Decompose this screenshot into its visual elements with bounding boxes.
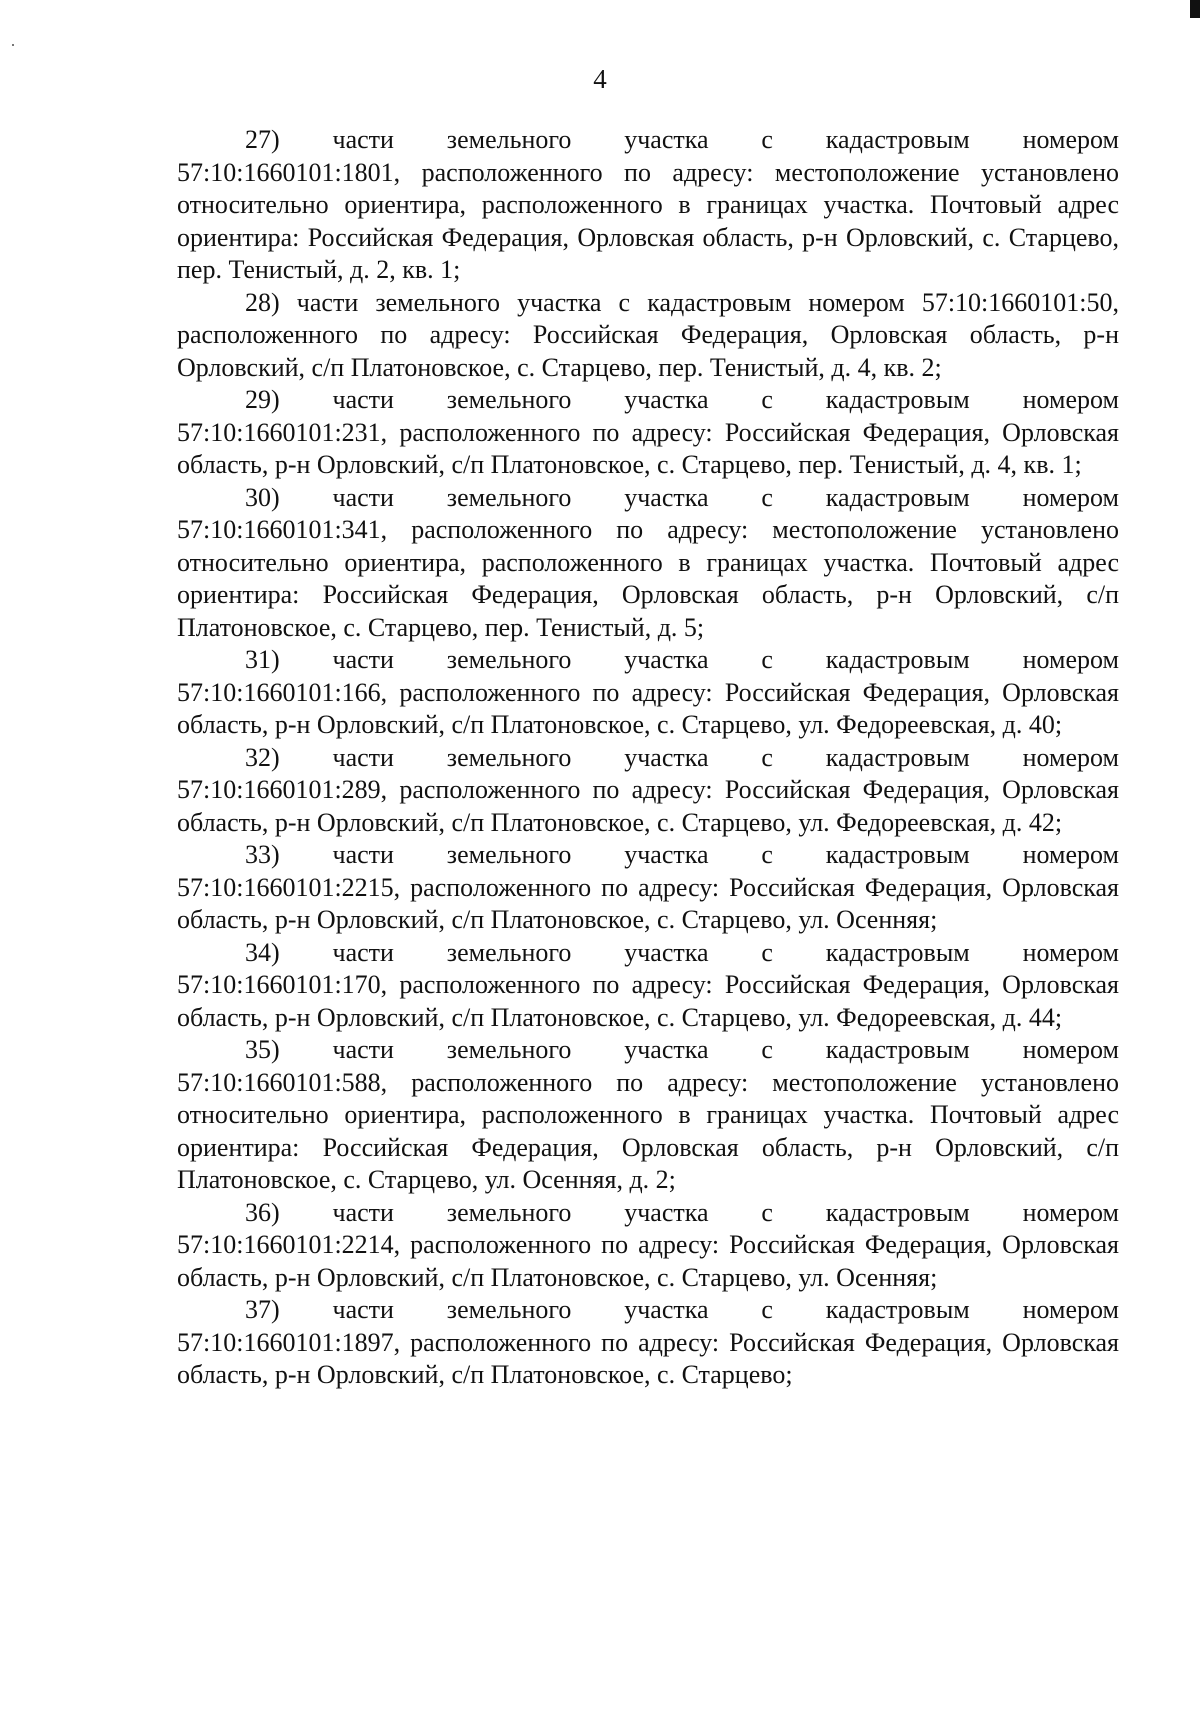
scan-speck bbox=[12, 44, 14, 46]
item-text: 57:10:1660101:1801, расположенного по адресу: местоположение установлено относительно ориентира, расположенного в границах участка. Почтовый адрес ориентира: Российская Федерация, Орловская область, р-н Орловский, с. Старцево, пер. Тенистый, д. 2, кв. 1; bbox=[177, 157, 1119, 284]
item-first-line: 28) части земельного участка с кадастровым номером 57:10:1660101:50, bbox=[245, 287, 1119, 317]
item-first-line: 31) части земельного участка с кадастровым номером bbox=[245, 645, 1119, 674]
item-first-line: 32) части земельного участка с кадастровым номером bbox=[245, 742, 1119, 772]
item-text: 57:10:1660101:2214, расположенного по адресу: Российская Федерация, Орловская область, р-н Орловский, с/п Платоновское, с. Старцево, ул. Осенняя; bbox=[177, 1230, 1119, 1292]
list-item bbox=[177, 384, 1119, 482]
list-item bbox=[177, 742, 1119, 840]
item-text: 57:10:1660101:170, расположенного по адресу: Российская Федерация, Орловская область, р-н Орловский, с/п Платоновское, с. Старцево, ул. Федореевская, д. 44; bbox=[177, 970, 1119, 1032]
list-item bbox=[177, 482, 1119, 645]
page-number: 4 bbox=[593, 64, 607, 94]
list-item bbox=[177, 124, 1119, 287]
scan-corner-mark bbox=[1190, 0, 1200, 18]
item-text: расположенного по адресу: Российская Федерация, Орловская область, р-н Орловский, с/п Платоновское, с. Старцево, пер. Тенистый, д. 4, кв. 2; bbox=[177, 320, 1119, 382]
item-first-line: 35) части земельного участка с кадастровым номером bbox=[245, 1035, 1119, 1064]
item-first-line: 34) части земельного участка с кадастровым номером bbox=[245, 937, 1119, 967]
list-item bbox=[177, 1294, 1119, 1392]
item-text: 57:10:1660101:1897, расположенного по адресу: Российская Федерация, Орловская область, р-н Орловский, с/п Платоновское, с. Старцево; bbox=[177, 1327, 1119, 1389]
item-first-line: 33) части земельного участка с кадастровым номером bbox=[245, 840, 1119, 869]
document-body bbox=[177, 124, 1119, 1392]
item-text: 57:10:1660101:166, расположенного по адресу: Российская Федерация, Орловская область, р-н Орловский, с/п Платоновское, с. Старцево, ул. Федореевская, д. 40; bbox=[177, 677, 1119, 739]
list-item bbox=[177, 1034, 1119, 1197]
item-first-line: 29) части земельного участка с кадастровым номером bbox=[245, 385, 1119, 414]
item-text: 57:10:1660101:341, расположенного по адресу: местоположение установлено относительно ориентира, расположенного в границах участка. Почтовый адрес ориентира: Российская Федерация, Орловская область, р-н Орловский, с/п Платоновское, с. Старцево, пер. Тенистый, д. 5; bbox=[177, 515, 1119, 642]
item-first-line: 27) части земельного участка с кадастровым номером bbox=[245, 125, 1119, 154]
list-item bbox=[177, 937, 1119, 1035]
item-text: 57:10:1660101:231, расположенного по адресу: Российская Федерация, Орловская область, р-н Орловский, с/п Платоновское, с. Старцево, пер. Тенистый, д. 4, кв. 1; bbox=[177, 417, 1119, 479]
item-text: 57:10:1660101:588, расположенного по адресу: местоположение установлено относительно ориентира, расположенного в границах участка. Почтовый адрес ориентира: Российская Федерация, Орловская область, р-н Орловский, с/п Платоновское, с. Старцево, ул. Осенняя, д. 2; bbox=[177, 1067, 1119, 1194]
item-text: 57:10:1660101:289, расположенного по адресу: Российская Федерация, Орловская область, р-н Орловский, с/п Платоновское, с. Старцево, ул. Федореевская, д. 42; bbox=[177, 775, 1119, 837]
list-item bbox=[177, 287, 1119, 385]
item-first-line: 37) части земельного участка с кадастровым номером bbox=[245, 1295, 1119, 1324]
item-text: 57:10:1660101:2215, расположенного по адресу: Российская Федерация, Орловская область, р-н Орловский, с/п Платоновское, с. Старцево, ул. Осенняя; bbox=[177, 872, 1119, 934]
list-item bbox=[177, 1197, 1119, 1295]
item-first-line: 30) части земельного участка с кадастровым номером bbox=[245, 482, 1119, 512]
list-item bbox=[177, 644, 1119, 742]
list-item bbox=[177, 839, 1119, 937]
item-first-line: 36) части земельного участка с кадастровым номером bbox=[245, 1197, 1119, 1227]
